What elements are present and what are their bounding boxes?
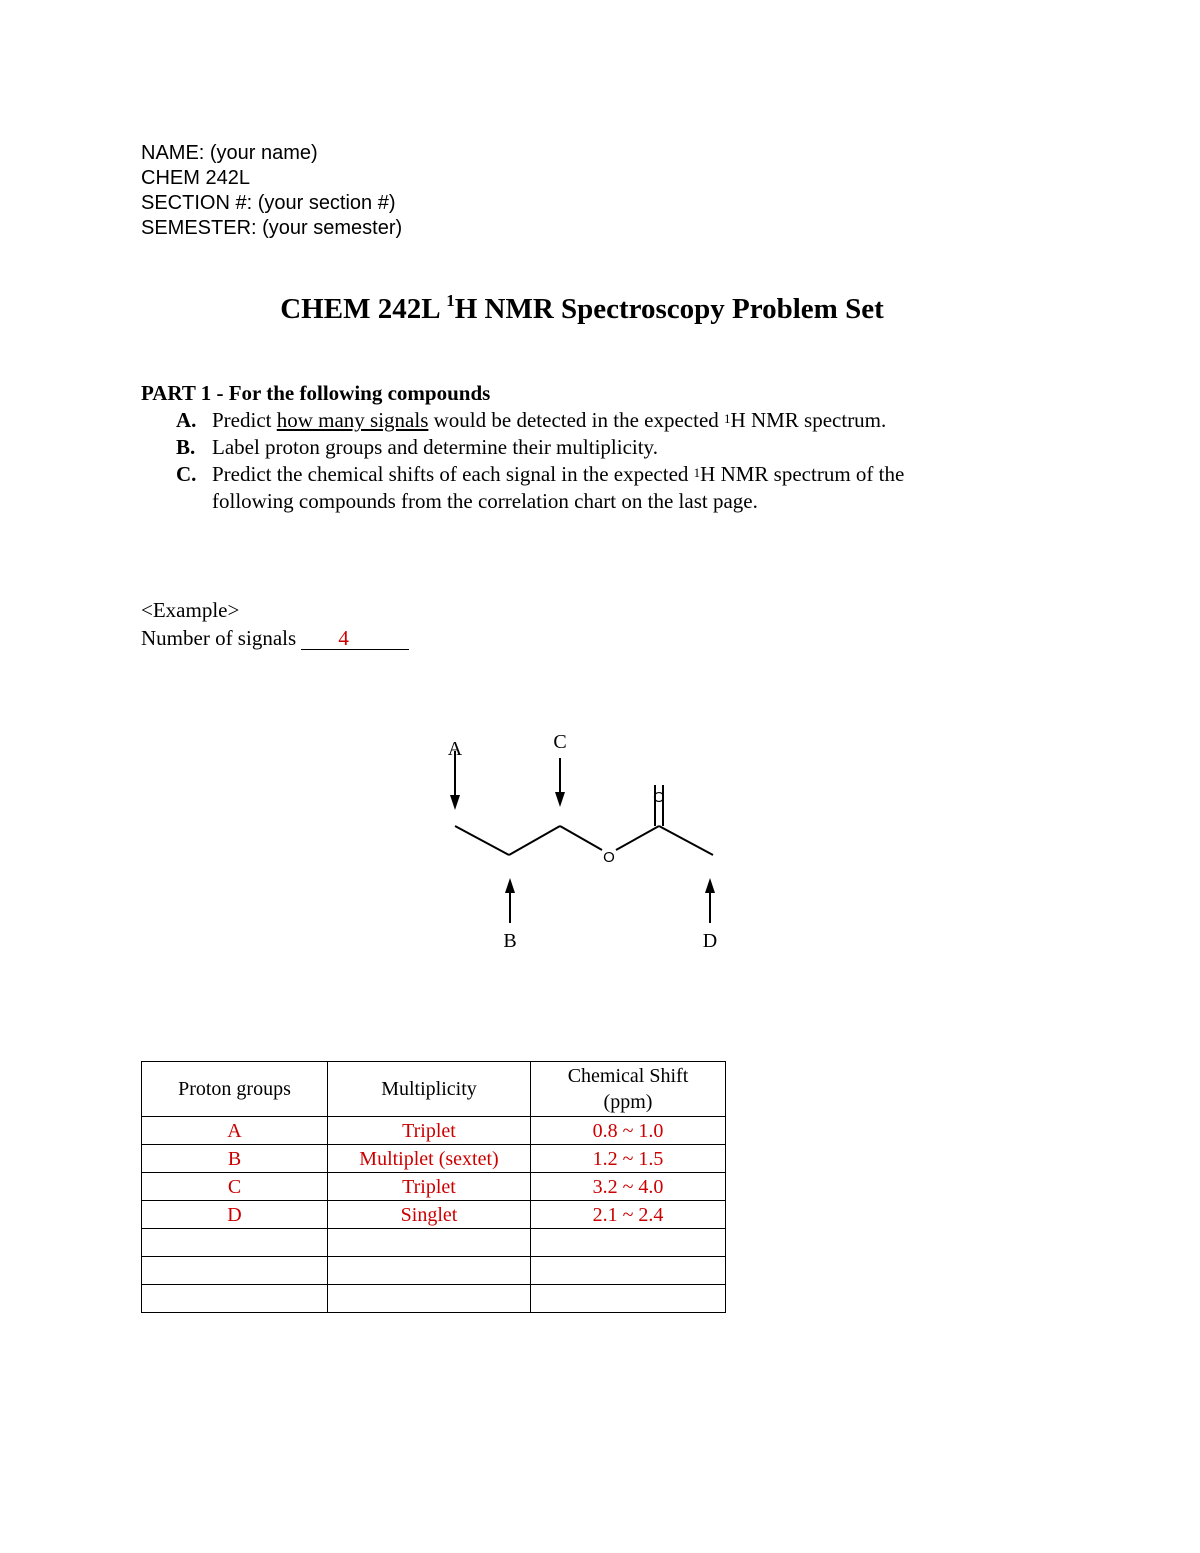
cell-empty xyxy=(142,1257,328,1285)
cell-multiplicity: Triplet xyxy=(328,1117,531,1145)
student-info-header xyxy=(141,141,402,241)
table-row-empty xyxy=(142,1257,726,1285)
header-proton-groups: Proton groups xyxy=(142,1062,328,1117)
label-a: A xyxy=(447,738,463,760)
example-label: <Example> xyxy=(141,598,240,622)
table-row xyxy=(142,1173,726,1201)
bond-5 xyxy=(659,826,713,855)
cell-multiplicity: Multiplet (sextet) xyxy=(328,1145,531,1173)
arrow-b-head xyxy=(505,878,515,893)
arrow-c-head xyxy=(555,792,565,807)
signals-answer-blank xyxy=(301,627,409,650)
arrow-d-head xyxy=(705,878,715,893)
cell-empty xyxy=(328,1229,531,1257)
table-row-empty xyxy=(142,1229,726,1257)
cell-proton-group: D xyxy=(142,1201,328,1229)
table-row xyxy=(142,1201,726,1229)
atom-ester-oxygen: O xyxy=(603,849,615,866)
table-row xyxy=(142,1145,726,1173)
signals-answer-value: 4 xyxy=(338,626,349,650)
section-line: SECTION #: (your section #) xyxy=(141,192,396,214)
cell-proton-group: A xyxy=(142,1117,328,1145)
number-of-signals-line: Number of signals 4 xyxy=(141,624,409,652)
name-line: NAME: (your name) xyxy=(141,142,318,164)
label-b: B xyxy=(503,930,517,952)
propyl-acetate-structure xyxy=(430,720,740,955)
page-title: CHEM 242L $^1$H NMR Spectroscopy Problem Set xyxy=(280,291,884,325)
arrow-a-head xyxy=(450,795,460,810)
instruction-item-c: C. Predict the chemical shifts of each signal in the expected $^1$H NMR spectrum of the following compounds from the correlation chart on the last page. xyxy=(176,462,905,513)
cell-empty xyxy=(328,1257,531,1285)
semester-line: SEMESTER: (your semester) xyxy=(141,217,403,239)
cell-chemical-shift: 1.2 ~ 1.5 xyxy=(531,1145,726,1173)
bond-4 xyxy=(616,826,659,850)
bond-3 xyxy=(560,826,602,850)
atom-carbonyl-oxygen: O xyxy=(653,789,665,806)
cell-empty xyxy=(531,1229,726,1257)
label-c: C xyxy=(553,731,567,753)
cell-chemical-shift: 0.8 ~ 1.0 xyxy=(531,1117,726,1145)
instruction-item-b: B. Label proton groups and determine their multiplicity. xyxy=(176,435,658,459)
bond-1 xyxy=(455,826,509,855)
table-row-empty xyxy=(142,1285,726,1313)
header-chemical-shift: Chemical Shift (ppm) xyxy=(531,1062,726,1117)
cell-proton-group: C xyxy=(142,1173,328,1201)
cell-multiplicity: Singlet xyxy=(328,1201,531,1229)
label-d: D xyxy=(702,930,718,952)
cell-chemical-shift: 2.1 ~ 2.4 xyxy=(531,1201,726,1229)
cell-empty xyxy=(142,1285,328,1313)
bond-2 xyxy=(509,826,560,855)
cell-multiplicity: Triplet xyxy=(328,1173,531,1201)
part1-heading: PART 1 - For the following compounds xyxy=(141,381,491,405)
example-block xyxy=(141,596,409,652)
part1-instructions xyxy=(141,380,904,515)
header-multiplicity: Multiplicity xyxy=(328,1062,531,1117)
table-header-row xyxy=(142,1062,726,1117)
course-line: CHEM 242L xyxy=(141,167,250,189)
cell-empty xyxy=(328,1285,531,1313)
instruction-item-a: A. Predict how many signals would be detected in the expected $^1$H NMR spectrum. xyxy=(176,408,887,432)
cell-empty xyxy=(142,1229,328,1257)
cell-proton-group: B xyxy=(142,1145,328,1173)
cell-empty xyxy=(531,1285,726,1313)
table-row xyxy=(142,1117,726,1145)
proton-groups-table xyxy=(141,1061,726,1313)
cell-empty xyxy=(531,1257,726,1285)
cell-chemical-shift: 3.2 ~ 4.0 xyxy=(531,1173,726,1201)
